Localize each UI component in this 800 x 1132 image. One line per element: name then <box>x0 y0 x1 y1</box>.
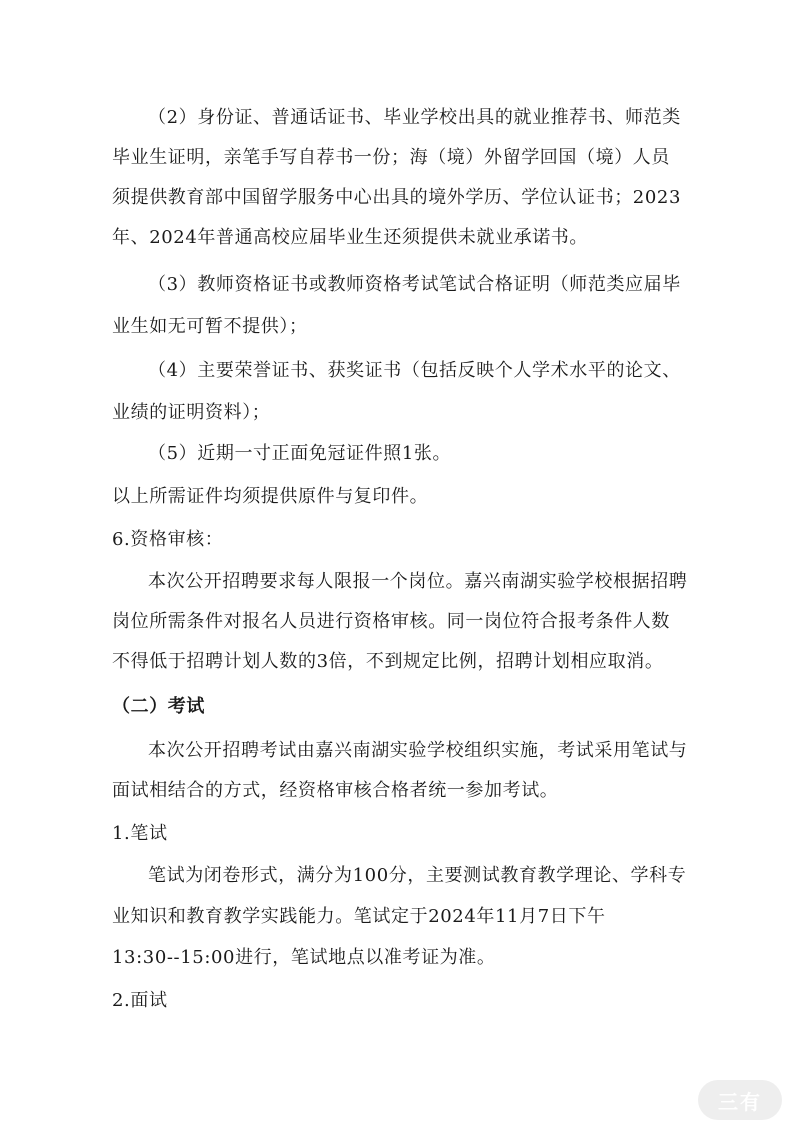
section-heading: 1.笔试 <box>112 823 168 844</box>
paragraph-line: 年、2024年普通高校应届毕业生还须提供未就业承诺书。 <box>112 227 589 248</box>
section-heading: 2.面试 <box>112 990 168 1011</box>
paragraph-line: （3）教师资格证书或教师资格考试笔试合格证明（师范类应届毕 <box>148 274 681 295</box>
paragraph-line: 以上所需证件均须提供原件与复印件。 <box>112 486 429 507</box>
paragraph-line: 毕业生证明，亲笔手写自荐书一份；海（境）外留学回国（境）人员 <box>112 147 670 168</box>
paragraph-line: 本次公开招聘考试由嘉兴南湖实验学校组织实施，考试采用笔试与 <box>148 740 688 761</box>
paragraph-line: 不得低于招聘计划人数的3倍，不到规定比例，招聘计划相应取消。 <box>112 651 664 672</box>
section-heading: 6.资格审核： <box>112 529 224 550</box>
paragraph-line: （4）主要荣誉证书、获奖证书（包括反映个人学术水平的论文、 <box>148 360 681 381</box>
section-heading: （二）考试 <box>112 696 205 717</box>
paragraph-line: 岗位所需条件对报名人员进行资格审核。同一岗位符合报考条件人数 <box>112 611 670 632</box>
paragraph-line: 业知识和教育教学实践能力。笔试定于2024年11月7日下午 <box>112 906 606 927</box>
paragraph-line: 业绩的证明资料）； <box>112 402 271 423</box>
paragraph-line: （5）近期一寸正面免冠证件照1张。 <box>148 443 452 464</box>
paragraph-line: 本次公开招聘要求每人限报一个岗位。嘉兴南湖实验学校根据招聘 <box>148 571 688 592</box>
paragraph-line: 业生如无可暂不提供）； <box>112 316 308 337</box>
paragraph-line: 笔试为闭卷形式，满分为100分，主要测试教育教学理论、学科专 <box>148 865 687 886</box>
paragraph-line: （2）身份证、普通话证书、毕业学校出具的就业推荐书、师范类 <box>148 107 681 128</box>
paragraph-line: 13:30--15:00进行，笔试地点以准考证为准。 <box>112 947 496 968</box>
watermark-badge: 三有 <box>698 1080 782 1120</box>
paragraph-line: 须提供教育部中国留学服务中心出具的境外学历、学位认证书；2023 <box>112 187 682 208</box>
paragraph-line: 面试相结合的方式，经资格审核合格者统一参加考试。 <box>112 780 559 801</box>
